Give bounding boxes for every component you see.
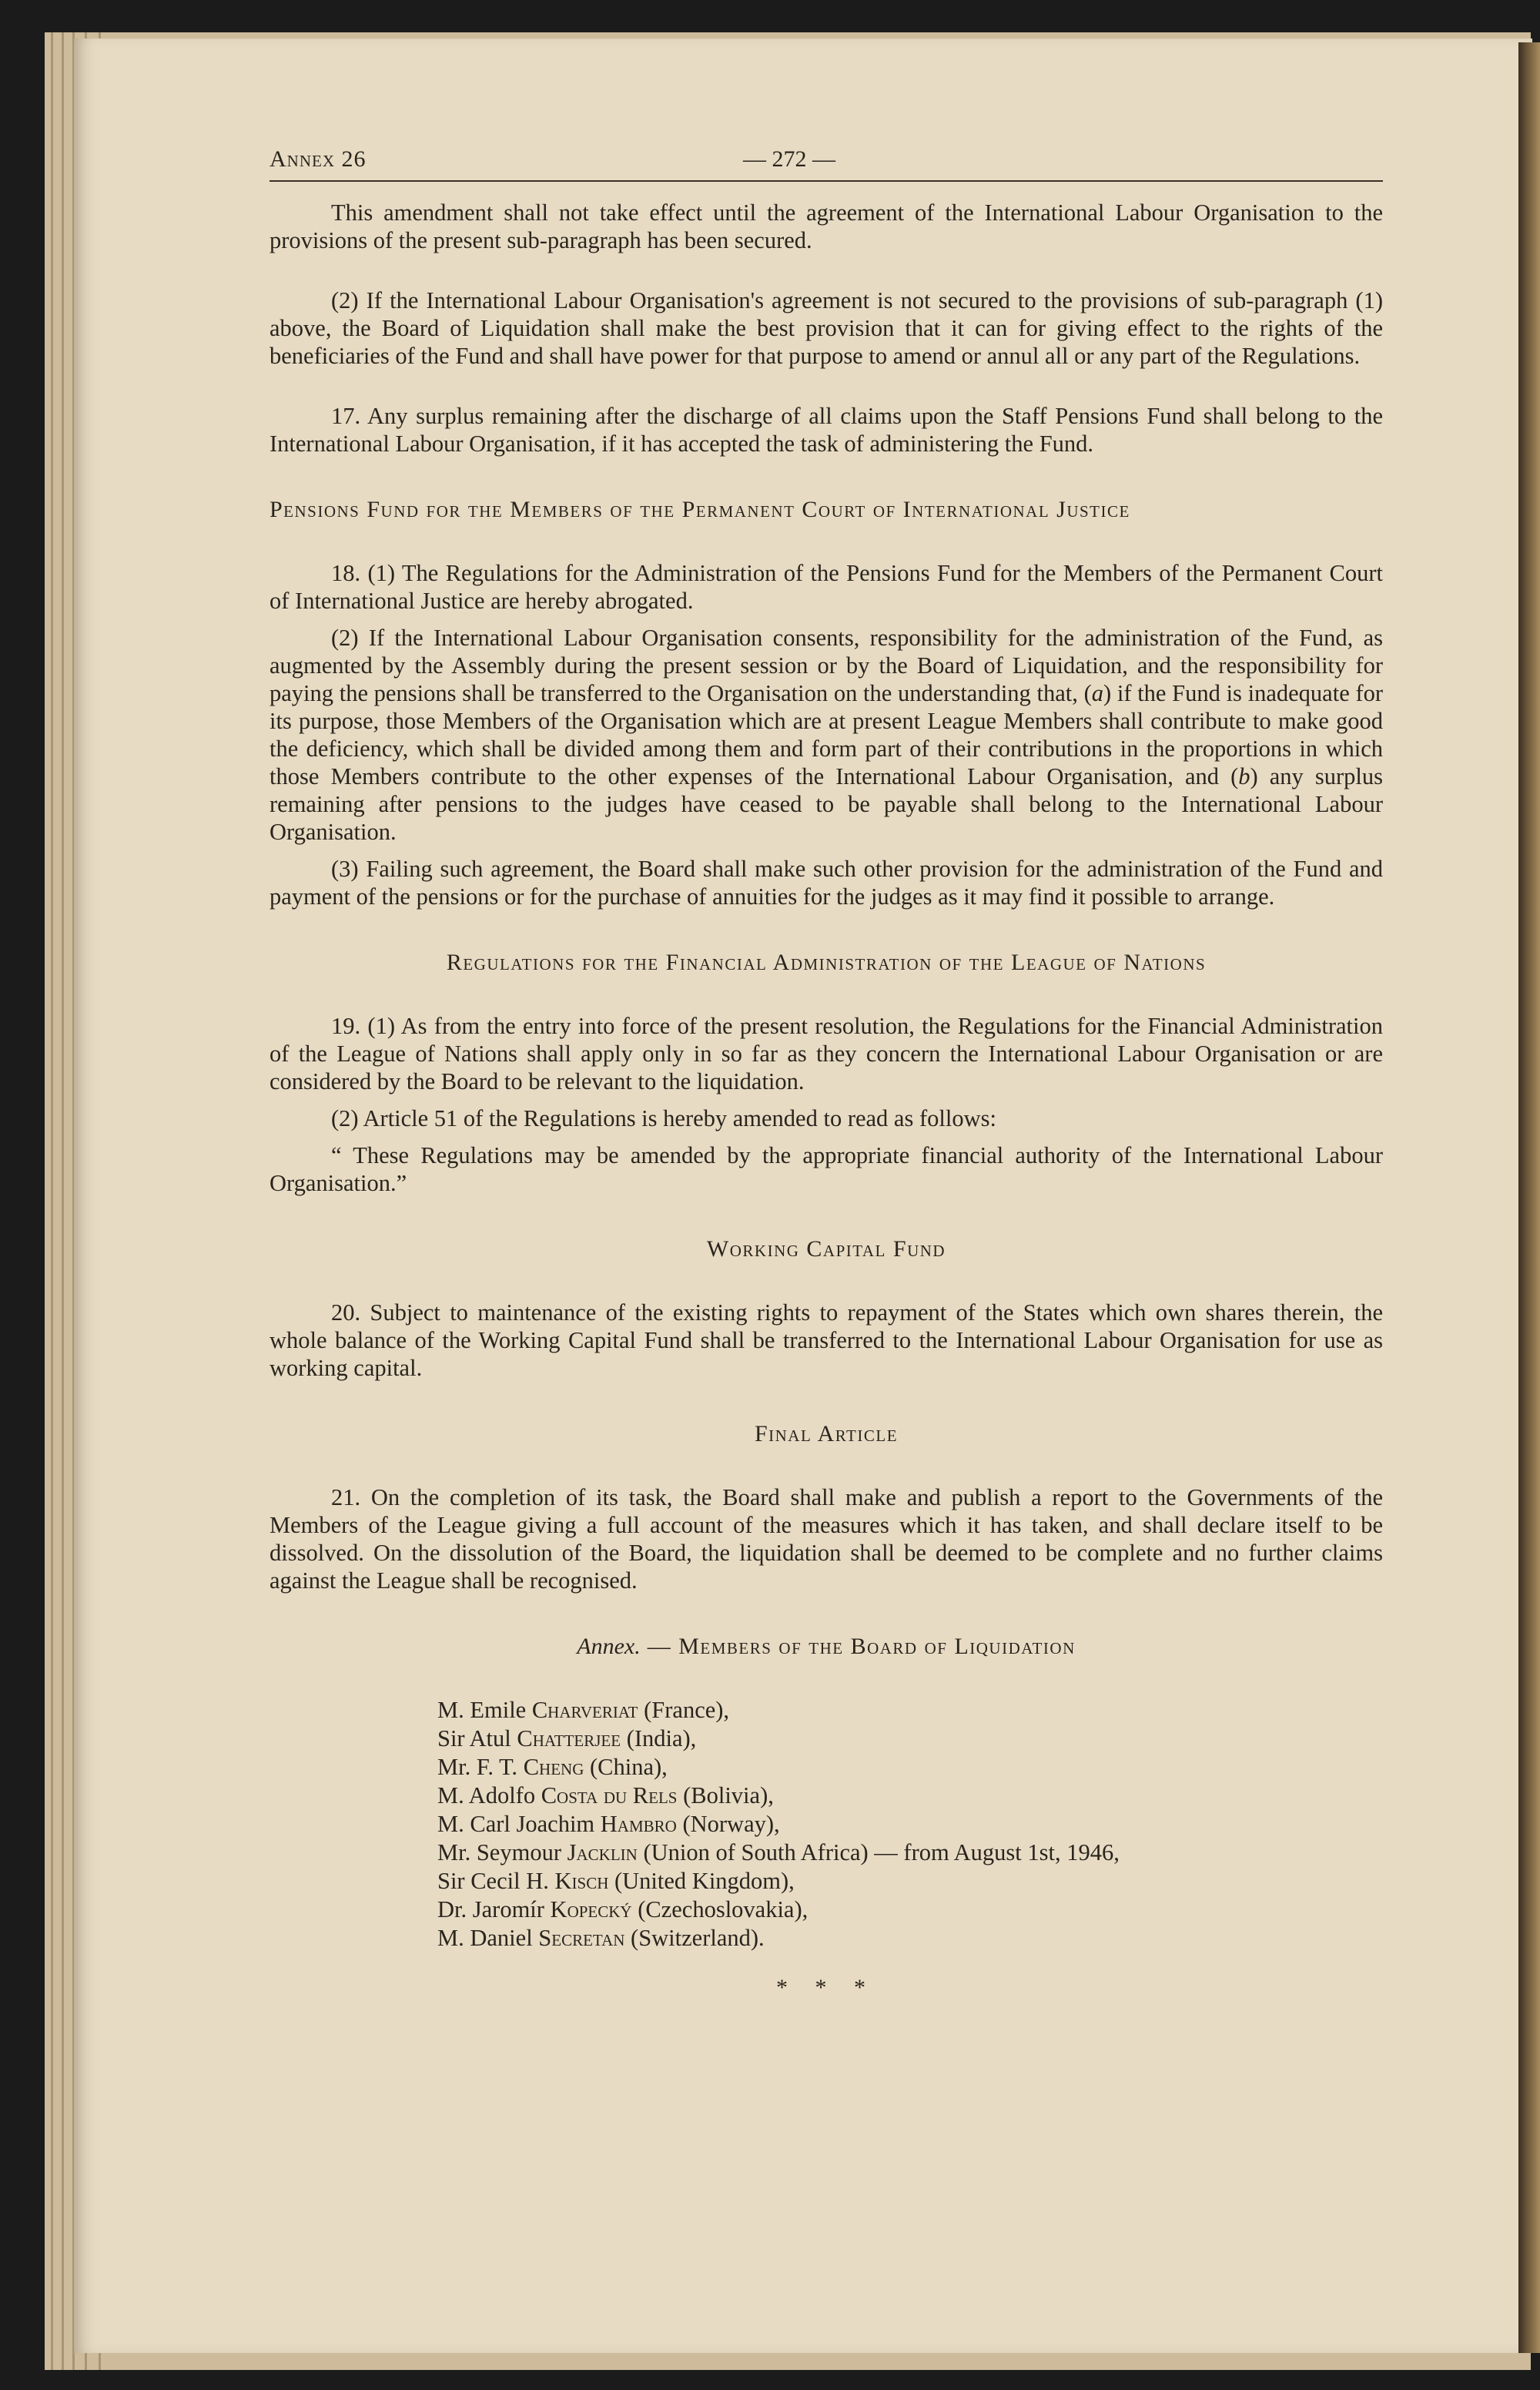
- member-country: (China),: [584, 1754, 668, 1780]
- member-surname: Hambro: [600, 1811, 677, 1837]
- paragraph: 19. (1) As from the entry into force of the present resolution, the Regulations for the Financial Administration of the League of Nations shall apply only in so far as they concern the International Labour Organisation or are considered by the Board to be relevant to the liquidation.: [270, 1013, 1383, 1094]
- paragraph-text: ) if the Fund is inadequate for its purpose, those Members of the Organisation which are at present League Members shall contribute to make good the deficiency, which shall be divided among them and form part of their contributions in the proportions in which those Members contribute to the other expenses of the International Labour Organisation, and (: [270, 680, 1384, 789]
- page-edge: [62, 32, 64, 2370]
- section-heading: Final Article: [754, 1421, 899, 1446]
- annex-heading-text: — Members of the Board of Liquidation: [640, 1634, 1076, 1659]
- annex-heading: [270, 1633, 1383, 1661]
- member-surname: Chatterjee: [517, 1725, 621, 1751]
- paragraph-text: (2) If the International Labour Organisation consents, responsibility for the administration of the Fund, as augmented by the Assembly during the present session or by the Board of Liquidation, and the responsibility for paying the pensions shall be transferred to the Organisation on the understanding that, (: [270, 625, 1383, 706]
- section-end-stars: * * *: [776, 1975, 876, 2000]
- member-entry: [437, 1725, 1383, 1753]
- member-surname: Costa du Rels: [541, 1782, 678, 1808]
- paragraph: (3) Failing such agreement, the Board shall make such other provision for the administration of the Fund and payment of the pensions or for the purchase of annuities for the judges as it may find it possible to arrange.: [270, 856, 1383, 910]
- member-country: (United Kingdom),: [608, 1868, 795, 1894]
- member-given-name: M. Carl Joachim: [437, 1811, 601, 1837]
- paragraph: 18. (1) The Regulations for the Administration of the Pensions Fund for the Members of the Permanent Court of International Justice are hereby abrogated.: [270, 560, 1383, 614]
- member-country: (Bolivia),: [677, 1782, 774, 1808]
- member-entry: [437, 1810, 1383, 1839]
- member-given-name: Mr. Seymour: [437, 1839, 567, 1865]
- member-given-name: Sir Atul: [437, 1725, 517, 1751]
- page-header: [270, 146, 1383, 182]
- member-surname: Secretan: [538, 1925, 625, 1951]
- member-country: (Norway),: [676, 1811, 780, 1837]
- member-entry: [437, 1696, 1383, 1725]
- member-entry: [437, 1867, 1383, 1896]
- member-surname: Kopecký: [550, 1896, 632, 1922]
- paragraph-italic: a: [1091, 680, 1103, 706]
- paragraph-italic: b: [1238, 763, 1250, 789]
- member-country: (Switzerland).: [624, 1925, 765, 1951]
- section-heading: Pensions Fund for the Members of the Permanent Court of International Justice: [270, 497, 1130, 522]
- quoted-paragraph: “ These Regulations may be amended by the appropriate financial authority of the International Labour Organisation.”: [270, 1142, 1383, 1196]
- paragraph: 20. Subject to maintenance of the existing rights to repayment of the States which own shares therein, the whole balance of the Working Capital Fund shall be transferred to the International Labour Organisation for use as working capital.: [270, 1299, 1383, 1381]
- page-number: — 272 —: [743, 146, 835, 172]
- member-given-name: Dr. Jaromír: [437, 1896, 551, 1922]
- paragraph: 17. Any surplus remaining after the discharge of all claims upon the Staff Pensions Fund shall belong to the International Labour Organisation, if it has accepted the task of administering the Fund.: [270, 403, 1383, 457]
- paragraph-text: ) any surplus remaining after pensions to the judges have ceased to be payable shall belong to the International Labour Organisation.: [270, 763, 1383, 845]
- member-country: (Czechoslovakia),: [631, 1896, 808, 1922]
- paragraph: (2) Article 51 of the Regulations is hereby amended to read as follows:: [331, 1105, 996, 1131]
- paragraph: This amendment shall not take effect until the agreement of the International Labour Organisation to the provisions of the present sub-paragraph has been secured.: [270, 199, 1383, 253]
- member-given-name: Mr. F. T.: [437, 1754, 524, 1780]
- paragraph: 21. On the completion of its task, the Board shall make and publish a report to the Governments of the Members of the League giving a full account of the measures which it has taken, and shall declare itself to be dissolved. On the dissolution of the Board, the liquidation shall be deemed to be complete and no further claims against the League shall be recognised.: [270, 1484, 1383, 1594]
- annex-heading-italic: Annex.: [577, 1634, 641, 1659]
- member-entry: [437, 1753, 1383, 1782]
- member-entry: [437, 1782, 1383, 1810]
- member-given-name: M. Emile: [437, 1697, 532, 1723]
- member-given-name: M. Adolfo: [437, 1782, 541, 1808]
- member-entry: [437, 1896, 1383, 1924]
- member-surname: Jacklin: [567, 1839, 638, 1865]
- page-edge: [51, 32, 53, 2370]
- member-surname: Kisch: [554, 1868, 609, 1894]
- member-country: (France),: [638, 1697, 730, 1723]
- section-heading: Working Capital Fund: [706, 1236, 946, 1262]
- document-body: [270, 199, 1383, 2002]
- annex-label: Annex 26: [270, 146, 367, 172]
- members-list: [437, 1696, 1383, 1953]
- member-given-name: Sir Cecil H.: [437, 1868, 555, 1894]
- paragraph: (2) If the International Labour Organisation's agreement is not secured to the provisions of sub-paragraph (1) above, the Board of Liquidation shall make the best provision that it can for giving effect to the rights of the beneficiaries of the Fund and shall have power for that purpose to amend or annul all or any part of the Regulations.: [270, 287, 1383, 369]
- section-heading: Regulations for the Financial Administration of the League of Nations: [446, 950, 1207, 975]
- member-entry: [437, 1839, 1383, 1867]
- member-country: (Union of South Africa) — from August 1st, 1946,: [637, 1839, 1120, 1865]
- member-given-name: M. Daniel: [437, 1925, 539, 1951]
- member-surname: Charveriat: [531, 1697, 638, 1723]
- member-surname: Cheng: [523, 1754, 584, 1780]
- book-spine-edge: [1518, 42, 1540, 2353]
- paragraph: [270, 624, 1383, 846]
- member-entry: [437, 1924, 1383, 1953]
- member-country: (India),: [621, 1725, 697, 1751]
